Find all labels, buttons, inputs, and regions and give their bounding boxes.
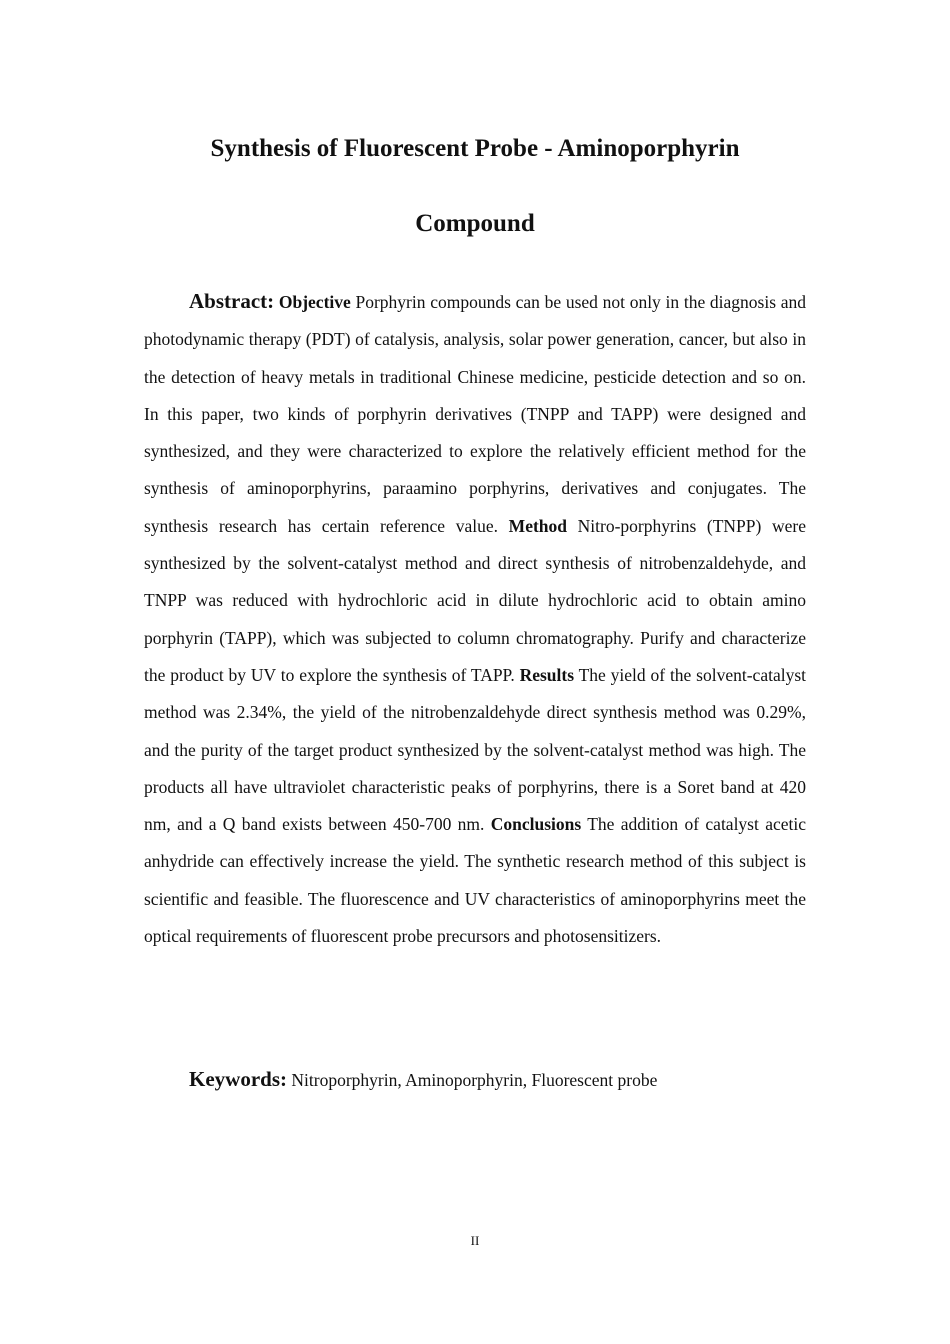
method-label: Method: [508, 515, 567, 536]
keywords-label: Keywords:: [189, 1067, 287, 1091]
page-number: II: [470, 1233, 480, 1248]
conclusions-text: The addition of catalyst acetic anhydride can effectively increase the yield. The synthetic research method of this subject is scientific and feasible. The fluorescence and UV characteristics of aminoporphyrins meet the optical requirements of fluorescent probe precursors and photosensitizers.: [144, 814, 806, 947]
page-title-line-1: Synthesis of Fluorescent Probe - Aminoporphyrin: [210, 135, 740, 162]
objective-text: Porphyrin compounds can be used not only in the diagnosis and photodynamic therapy (PDT) of catalysis, analysis, solar power generation, cancer, but also in the detection of heavy metals in traditional Chinese medicine, pesticide detection and so on. In this paper, two kinds of porphyrin derivatives (TNPP and TAPP) were designed and synthesized, and they were characterized to explore the relatively efficient method for the synthesis of aminoporphyrins, paraamino porphyrins, derivatives and conjugates. The synthesis research has certain reference value.: [144, 292, 807, 536]
page-title-line-2: Compound: [415, 210, 535, 237]
objective-label: Objective: [278, 292, 351, 312]
abstract-paragraph: [144, 283, 806, 955]
results-label: Results: [519, 664, 575, 685]
results-text: The yield of the solvent-catalyst method was 2.34%, the yield of the nitrobenzaldehyde direct synthesis method was 0.29%, and the purity of the target product synthesized by the solvent-catalyst method was high. The products all have ultraviolet characteristic peaks of porphyrins, there is a Soret band at 420 nm, and a Q band exists between 450-700 nm.: [144, 664, 807, 835]
keywords-line: [189, 1064, 657, 1095]
method-text: Nitro-porphyrins (TNPP) were synthesized by the solvent-catalyst method and direct synthesis of nitrobenzaldehyde, and TNPP was reduced with hydrochloric acid in dilute hydrochloric acid to obtain amino porphyrin (TAPP), which was subjected to column chromatography. Purify and characterize the product by UV to explore the synthesis of TAPP.: [144, 515, 807, 685]
abstract-label: Abstract:: [189, 289, 275, 313]
conclusions-label: Conclusions: [490, 814, 582, 835]
keywords-text: Nitroporphyrin, Aminoporphyrin, Fluorescent probe: [291, 1070, 658, 1090]
